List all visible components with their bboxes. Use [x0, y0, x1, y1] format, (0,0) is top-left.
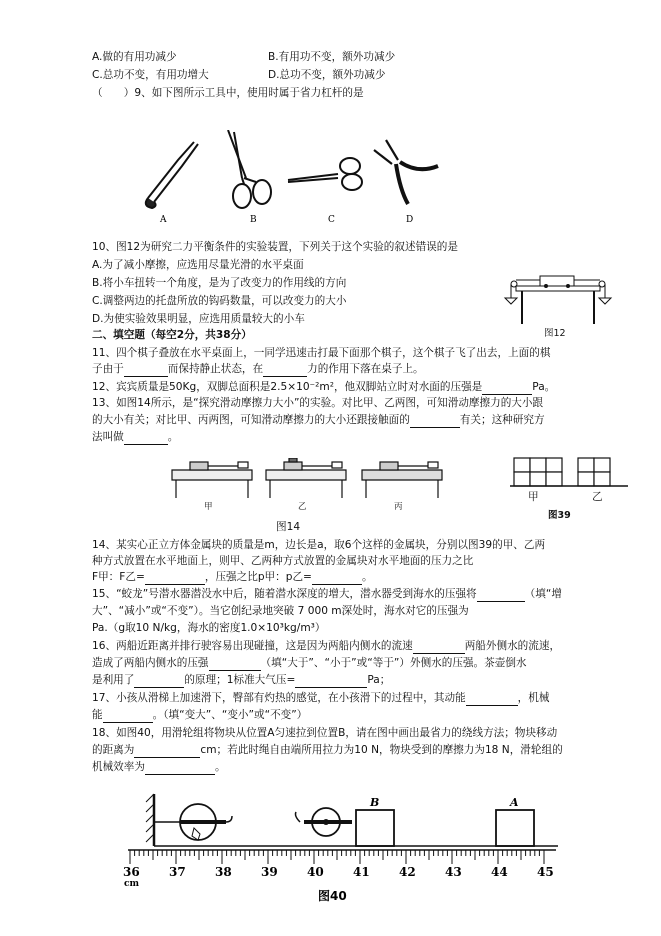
q14-blank-force[interactable] — [145, 572, 205, 585]
q17-blank-1[interactable] — [466, 693, 518, 706]
q9-label-d: D — [406, 215, 414, 225]
ruler-tick-label: 37 — [169, 865, 186, 879]
section-2-title: 二、填空题（每空2分，共38分） — [92, 329, 252, 341]
q16-blank-3[interactable] — [134, 675, 184, 688]
q10-option-a: A.为了减小摩擦，应选用尽量光滑的水平桌面 — [92, 259, 304, 271]
q16-line2: 造成了两船内侧水的压强 （填“大于”、“小于”或“等于”）外侧水的压强。茶壶倒水 — [92, 657, 527, 669]
q9-label-c: C — [328, 215, 335, 225]
q18-blank-distance[interactable] — [134, 745, 200, 758]
ruler-tick-label: 40 — [307, 865, 324, 879]
q15-line3: Pa.（g取10 N/kg，海水的密度1.0×10³kg/m³） — [92, 622, 326, 634]
scissors-icon — [228, 130, 271, 208]
q17-line1: 17、小孩从滑梯上加速滑下，臀部有灼热的感觉，在小孩滑下的过程中，其动能 ，机械 — [92, 692, 550, 704]
block-b-label: B — [370, 796, 380, 809]
fig39-caption: 图39 — [548, 510, 571, 521]
q15-line2: 大”、“减小”或“不变”）。当它创纪录地突破 7 000 m深处时，海水对它的压强为 — [92, 605, 469, 617]
q8-option-b: B.有用功不变，额外功减少 — [268, 51, 396, 63]
fig39-label-jia: 甲 — [528, 491, 539, 503]
ruler-tick-label: 39 — [261, 865, 278, 879]
q12-line: 12、宾宾质量是50Kg，双脚总面积是2.5×10⁻²m²，他双脚站立时对水面的压强是 Pa。 — [92, 381, 556, 393]
q13-blank-2[interactable] — [410, 415, 460, 428]
q10-option-c: C.调整两边的托盘所放的钩码数量，可以改变力的大小 — [92, 295, 347, 307]
ruler-unit-label: cm — [124, 879, 140, 889]
thread-snips-icon — [146, 142, 198, 208]
fig39-cube-arrangements — [510, 454, 630, 490]
block-b — [356, 810, 394, 846]
q18-line2: 的距离为 cm；若此时绳自由端所用拉力为10 N，物块受到的摩擦力为18 N，滑轮组的 — [92, 744, 563, 756]
ruler-tick-label: 42 — [399, 865, 416, 879]
ruler-tick-label: 44 — [491, 865, 508, 879]
q8-option-a: A.做的有用功减少 — [92, 51, 177, 63]
q15-line1: 15、“蛟龙”号潜水器潜没水中后，随着潜水深度的增大，潜水器受到海水的压强将 （填“增 — [92, 588, 562, 600]
q14-line3: F甲：F乙= ，压强之比p甲：p乙= 。 — [92, 571, 373, 583]
q11-line2: 子由于 而保持静止状态，在 力的作用下落在桌子上。 — [92, 363, 424, 375]
q9-label-a: A — [160, 215, 167, 225]
fig14-friction-setups — [168, 458, 448, 506]
fig14-label-bing: 丙 — [394, 502, 403, 512]
q18-line3: 机械效率为 。 — [92, 761, 226, 773]
ruler-tick-label: 38 — [215, 865, 232, 879]
q14-blank-pressure[interactable] — [312, 572, 362, 585]
block-a — [496, 810, 534, 846]
fig14-caption: 图14 — [276, 521, 301, 533]
q8-option-c: C.总功不变，有用功增大 — [92, 69, 209, 81]
q16-line3: 是利用了 的原理；1标准大气压= Pa； — [92, 674, 391, 686]
q15-blank-1[interactable] — [477, 589, 525, 602]
q9-label-b: B — [250, 215, 257, 225]
q13-line3: 法叫做 。 — [92, 431, 179, 443]
q11-blank-1[interactable] — [124, 364, 168, 377]
q16-blank-1[interactable] — [413, 641, 465, 654]
q11-line1: 11、四个棋子叠放在水平桌面上，一同学迅速击打最下面那个棋子，这个棋子飞了出去，上面的棋 — [92, 347, 551, 359]
ruler-tick-label: 41 — [353, 865, 370, 879]
q10-stem: 10、图12为研究二力平衡条件的实验装置，下列关于这个实验的叙述错误的是 — [92, 241, 458, 253]
fig14-label-yi: 乙 — [298, 502, 307, 512]
fig40-caption: 图40 — [318, 889, 347, 903]
ruler-tick-label: 36 — [123, 865, 140, 879]
q18-line1: 18、如图40，用滑轮组将物块从位置A匀速拉到位置B，请在图中画出最省力的绕线方法；物块移动 — [92, 727, 558, 739]
q13-line2: 的大小有关；对比甲、丙两图，可知滑动摩擦力的大小还跟接触面的 有关；这种研究方 — [92, 414, 545, 426]
q18-blank-efficiency[interactable] — [145, 762, 215, 775]
fig12-balance-apparatus — [502, 262, 614, 332]
ruler-tick-label: 43 — [445, 865, 462, 879]
q11-blank-2[interactable] — [263, 364, 307, 377]
q12-blank[interactable] — [482, 382, 532, 395]
ruler-tick-label: 45 — [537, 865, 554, 879]
q17-blank-2[interactable] — [103, 710, 153, 723]
q17-line2: 能 。（填“变大”、“变小”或“不变”） — [92, 709, 308, 721]
q8-option-d: D.总功不变，额外功减少 — [268, 69, 386, 81]
q16-blank-2[interactable] — [209, 658, 261, 671]
q16-blank-4[interactable] — [295, 675, 367, 688]
q16-line1: 16、两船近距离并排行驶容易出现碰撞，这是因为两船内侧水的流速 两船外侧水的流速， — [92, 640, 561, 652]
q13-line1: 13、如图14所示，是“探究滑动摩擦力大小”的实验。对比甲、乙两图，可知滑动摩擦力的大小跟 — [92, 397, 544, 409]
q10-option-d: D.为使实验效果明显，应选用质量较大的小车 — [92, 313, 305, 325]
fig12-caption: 图12 — [544, 328, 566, 339]
q10-option-b: B.将小车扭转一个角度，是为了改变力的作用线的方向 — [92, 277, 347, 289]
q14-line1: 14、某实心正立方体金属块的质量是m，边长是a，取6个这样的金属块，分别以图39的甲、乙两 — [92, 539, 546, 551]
pliers-icon — [374, 140, 438, 204]
q13-blank-3[interactable] — [124, 432, 168, 445]
fig39-label-yi: 乙 — [592, 491, 603, 503]
fig40-pulley-ruler — [118, 790, 558, 910]
q9-question: （ ）9、如下图所示工具中，使用时属于省力杠杆的是 — [92, 87, 364, 99]
fig14-label-jia: 甲 — [204, 502, 213, 512]
q9-tools-figure — [138, 130, 448, 226]
horizontal-scissors-icon — [288, 158, 362, 190]
block-a-label: A — [510, 796, 519, 809]
q14-line2: 种方式放置在水平地面上，则甲、乙两种方式放置的金属块对水平地面的压力之比 — [92, 555, 474, 567]
